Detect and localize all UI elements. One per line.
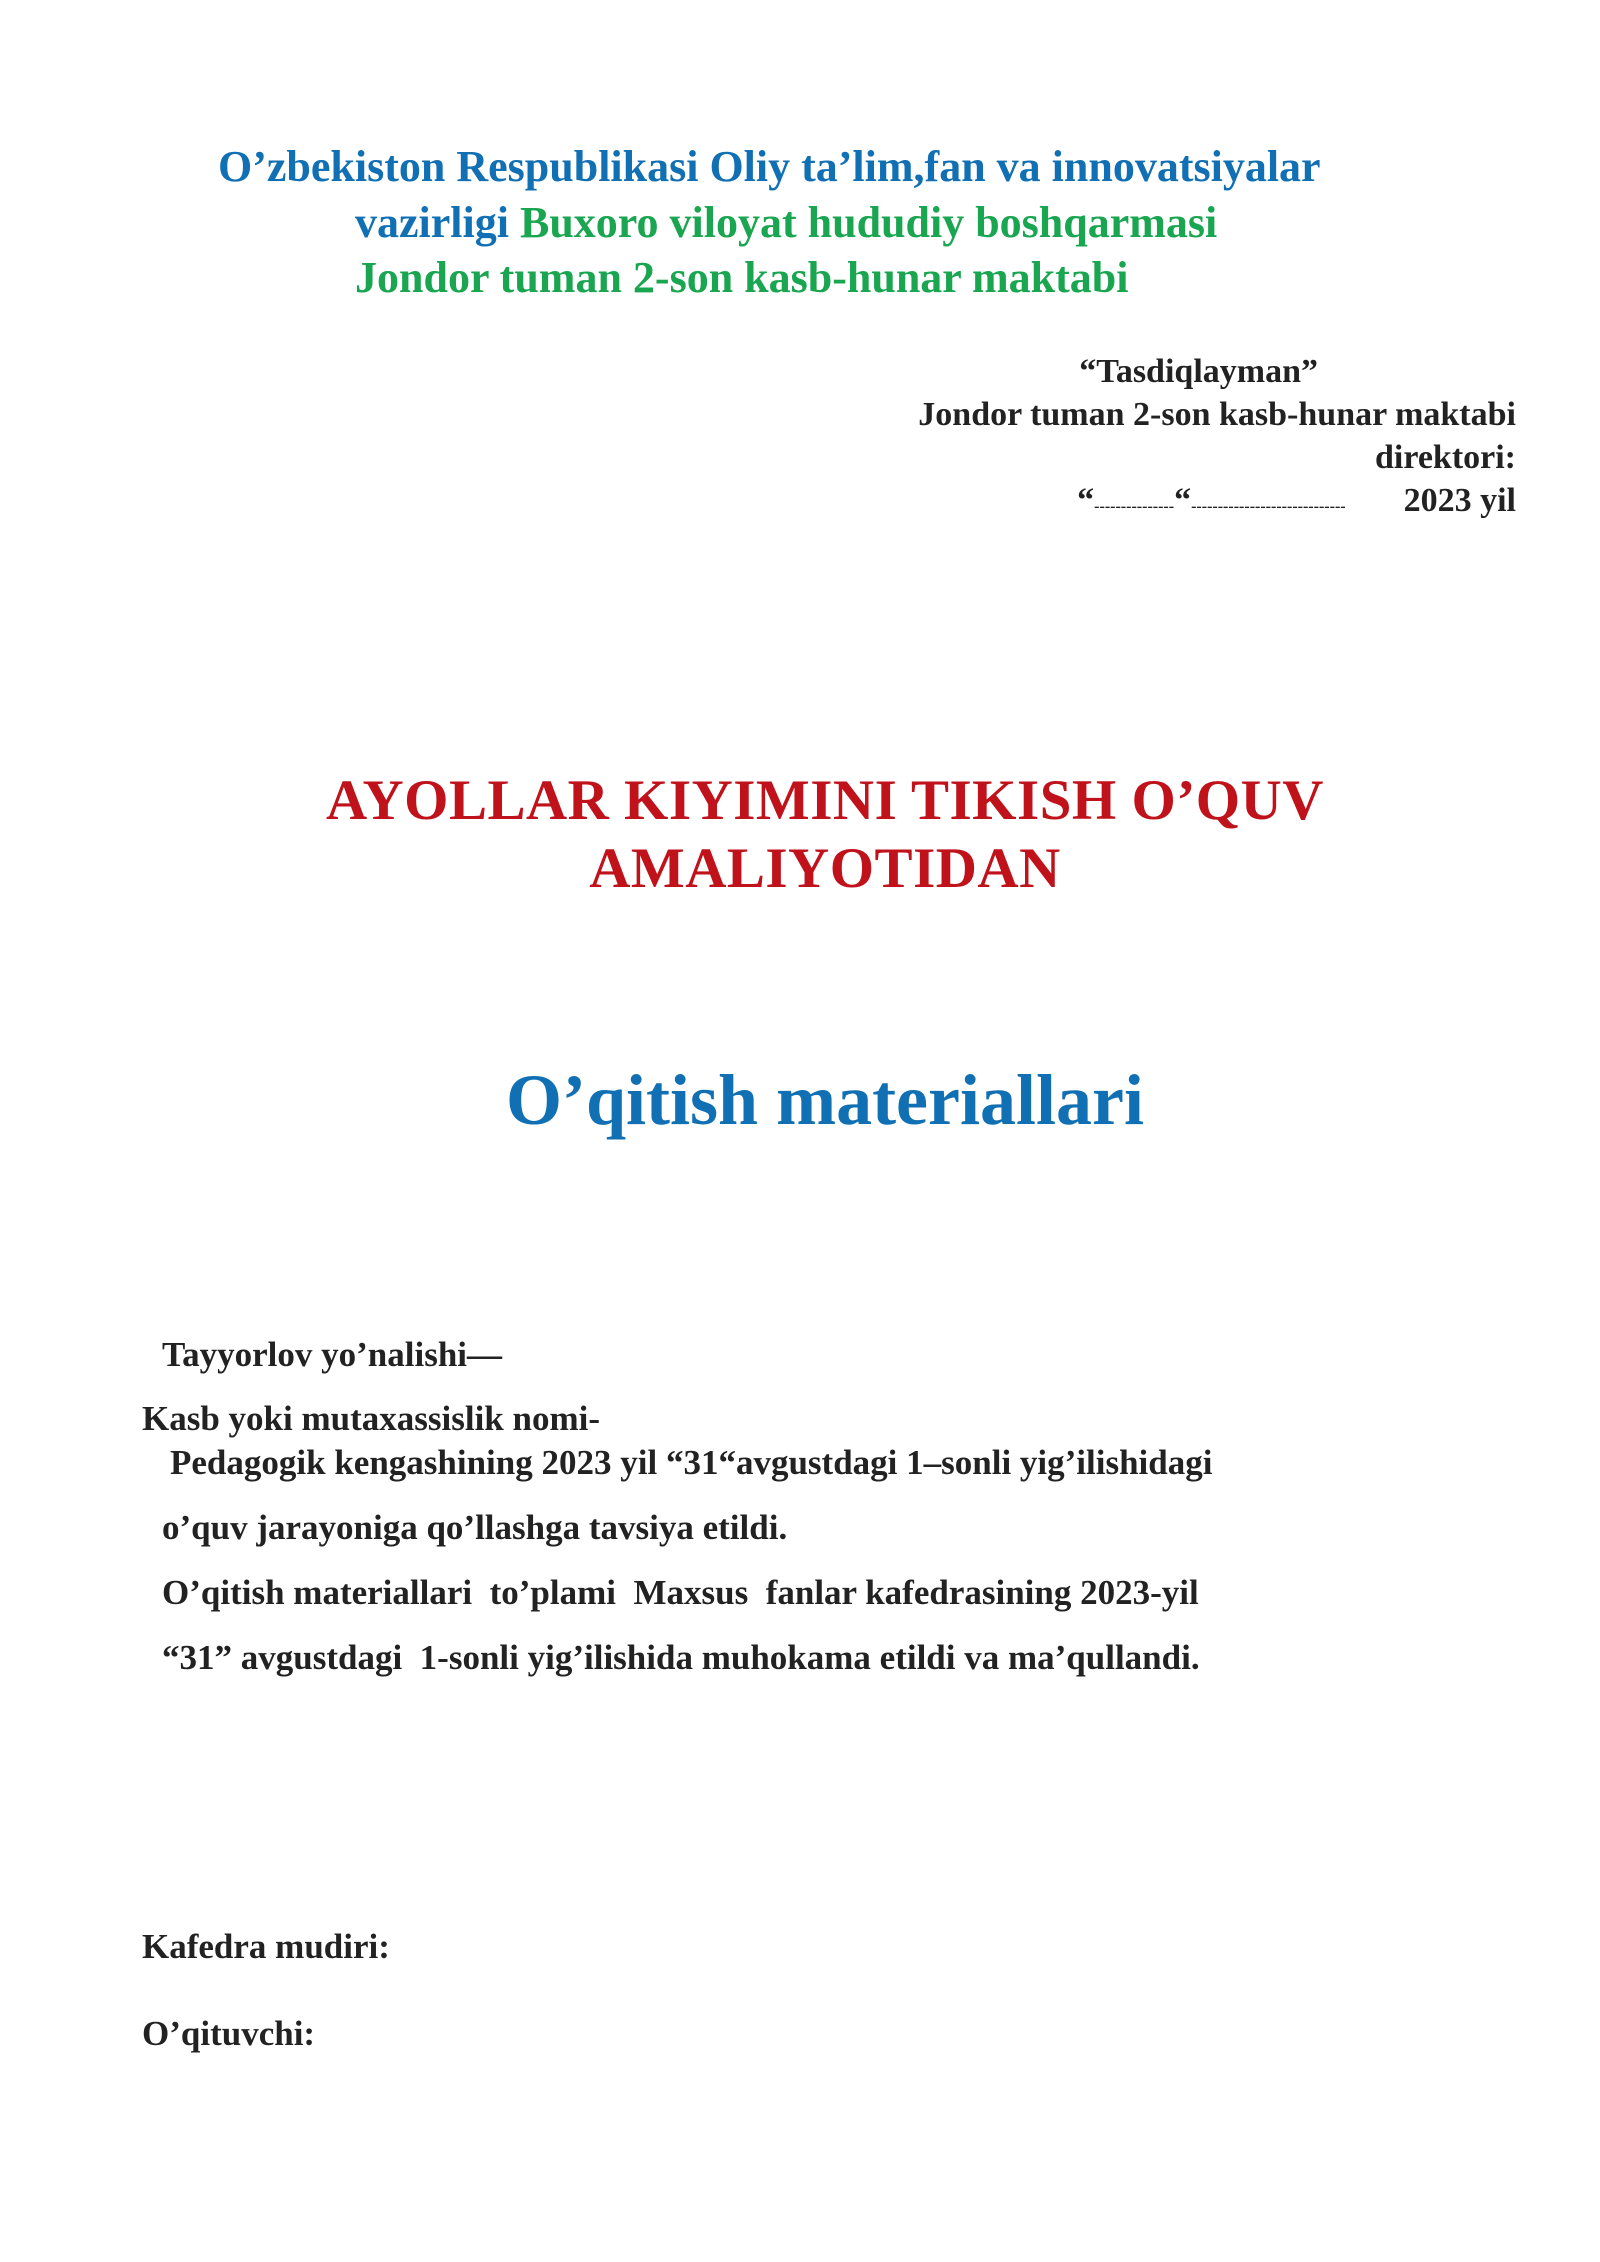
teacher-signature: O’qituvchi: (142, 2014, 316, 2053)
document-title-line1: AYOLLAR KIYIMINI TIKISH O’QUV (326, 769, 1324, 832)
date-open-quote: “ (1077, 482, 1095, 519)
header-line-regional (355, 195, 1217, 251)
header-regional-office: Buxoro viloyat hududiy boshqarmasi (508, 198, 1218, 247)
council-recommendation-line: Pedagogik kengashining 2023 yil “31“avgustdagi 1–sonli yig’ilishidagi (170, 1443, 1213, 1482)
council-recommendation-line2: o’quv jarayoniga qo’llashga tavsiya etildi. (162, 1508, 788, 1547)
header-ministry-word: vazirligi (355, 198, 509, 247)
approval-date-line (1077, 479, 1516, 528)
department-approval-line2: “31” avgustdagi 1-sonli yig’ilishida muhokama etildi va ma’qullandi. (162, 1638, 1200, 1677)
document-title-line2: AMALIYOTIDAN (589, 837, 1061, 900)
date-day-blank: --------------- (1094, 498, 1175, 515)
specialty-name-label: Kasb yoki mutaxassislik nomi- (142, 1399, 601, 1438)
head-of-department-signature: Kafedra mudiri: (142, 1927, 390, 1966)
date-close-quote: “ (1174, 482, 1192, 519)
date-year: 2023 yil (1403, 482, 1516, 519)
header-line-ministry: O’zbekiston Respublikasi Oliy ta’lim,fan va innovatsiyalar (218, 142, 1321, 191)
document-subtitle: O’qitish materiallari (506, 1060, 1144, 1140)
approval-position: direktori: (1374, 439, 1516, 476)
department-approval-line: O’qitish materiallari to’plami Maxsus fanlar kafedrasining 2023-yil (162, 1573, 1199, 1612)
training-direction-label: Tayyorlov yo’nalishi— (162, 1335, 503, 1374)
approval-title: “Tasdiqlayman” (1079, 353, 1318, 390)
header-line-school: Jondor tuman 2-son kasb-hunar maktabi (355, 253, 1129, 302)
approval-organization: Jondor tuman 2-son kasb-hunar maktabi (918, 396, 1516, 433)
date-month-blank: ----------------------------- (1191, 498, 1346, 515)
